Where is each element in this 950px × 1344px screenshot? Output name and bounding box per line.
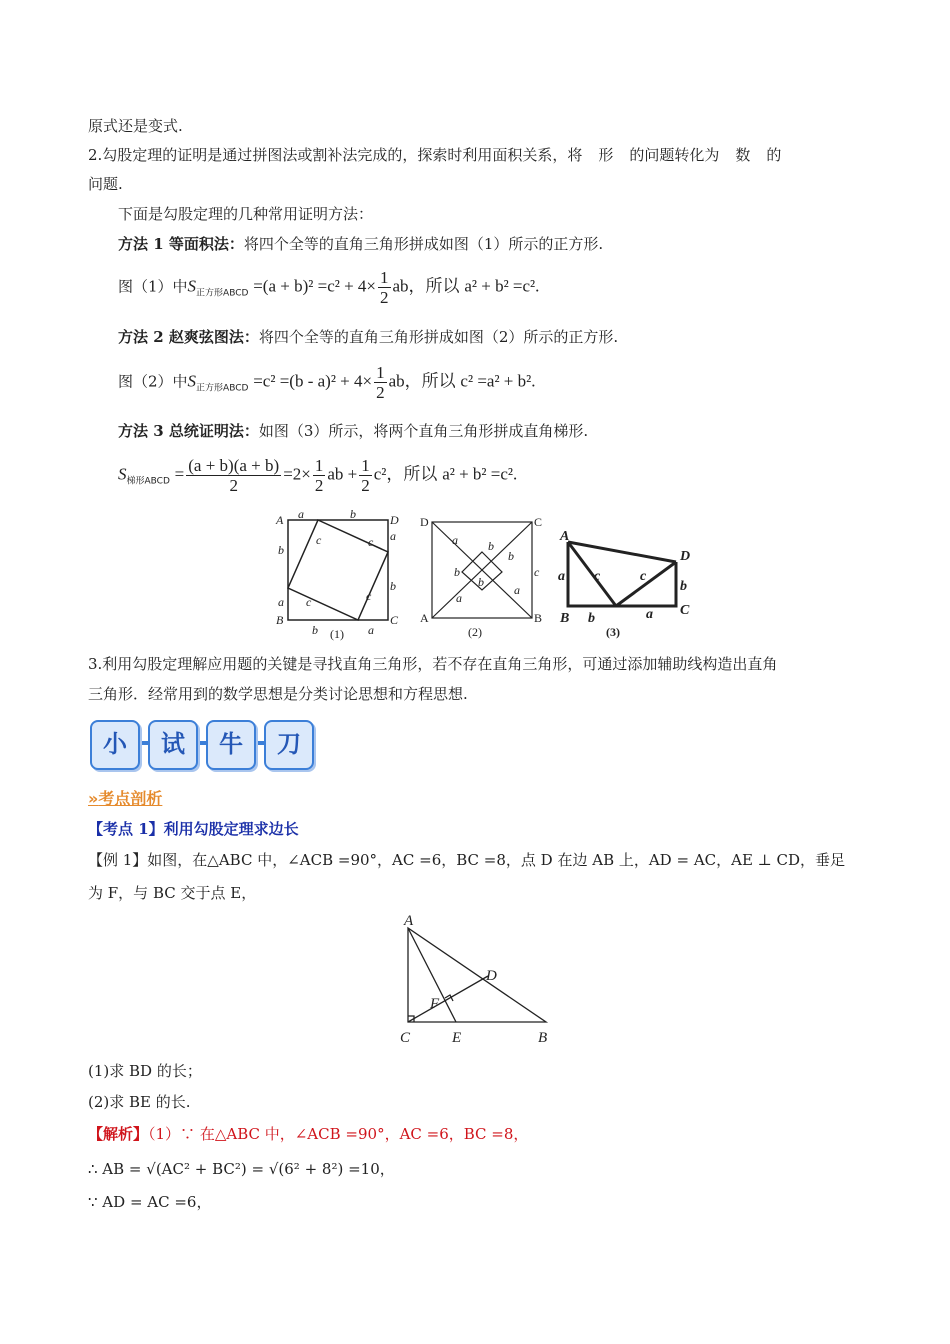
double-chevron-icon: » [88, 789, 99, 808]
fraction: $\frac{1}{2}$ [361, 456, 370, 495]
fig-label: A [560, 529, 570, 544]
math-s: S [187, 371, 197, 391]
fig-label: D [420, 515, 429, 529]
text-line: 原式还是变式. [88, 117, 183, 135]
solution-tag: 【解析】 [88, 1125, 149, 1143]
question-1: (1)求 BD 的长； [88, 1062, 202, 1080]
figure-2 [432, 522, 532, 618]
math-tail: ab，所以 [392, 276, 460, 296]
fig-caption: (2) [468, 625, 482, 639]
fig-label: a [278, 595, 284, 609]
method-3-formula: $S_{梯形ABCD}$ = $\frac{(a + b)(a + b)}{2}$ =2× $\frac{1}{2}$ ab + $\frac{1}{2}$ c²，所以 a² + b² =c². [118, 456, 518, 495]
fig-label: c [366, 589, 372, 603]
section-heading: »考点剖析 [88, 789, 163, 808]
math-tail: c²，所以 [373, 464, 438, 484]
method-text: 将四个全等的直角三角形拼成如图（1）所示的正方形. [243, 235, 604, 253]
subscript: 正方形ABCD [196, 383, 249, 394]
fig-label: E [452, 1030, 462, 1046]
fig-ref: 图（2）中 [118, 372, 188, 391]
method-text: 如图（3）所示，将两个直角三角形拼成直角梯形. [258, 422, 589, 440]
fig-label: A [420, 611, 429, 625]
text-span: 数 [735, 146, 751, 164]
proof-figures [270, 510, 710, 645]
topic-heading: 【考点 1】利用勾股定理求边长 [88, 820, 299, 838]
text-span: 的问题转化为 [629, 146, 720, 164]
solution-line: ∴ AB = √(AC² + BC²) = √(6² + 8²) =10， [88, 1160, 395, 1178]
text-line: 问题. [88, 175, 123, 193]
fig-label: b [508, 549, 514, 563]
fig-label: C [680, 603, 690, 618]
badge-dao: 刀 [264, 720, 314, 770]
fig-label: c [316, 533, 322, 547]
fig-label: b [350, 510, 356, 521]
fig-label: A [276, 513, 284, 527]
method-title: 方法 2 赵爽弦图法： [118, 328, 259, 346]
fig-label: b [488, 539, 494, 553]
math-eq: =(a + b)² =c² + 4× [253, 276, 377, 296]
fraction: $\frac{1}{2}$ [376, 363, 385, 402]
math-plus: ab + [327, 464, 358, 484]
fig-label: C [534, 515, 543, 529]
fig-label: b [454, 565, 460, 579]
method-1-formula [118, 268, 539, 307]
fig-caption: (1) [330, 627, 344, 641]
math-result: c² =a² + b². [460, 371, 536, 391]
fig-label: b [390, 579, 396, 593]
badge-shi: 试 [148, 720, 198, 770]
fraction: $\frac{(a + b)(a + b)}{2}$ [188, 456, 280, 495]
fig-label: A [404, 913, 414, 929]
example-text: 【例 1】如图，在△ABC 中，∠ACB =90°，AC =6，BC =8，点 D 在边 AB 上，AD = AC，AE ⊥ CD，垂足 [88, 851, 846, 869]
fig-label: a [390, 529, 396, 543]
subscript: 梯形ABCD [126, 476, 170, 487]
math-result: a² + b² =c². [442, 464, 518, 484]
method-2 [118, 326, 618, 348]
text-span: 形 [598, 146, 614, 164]
fig-label: B [538, 1030, 548, 1046]
fig-label: b [588, 611, 595, 626]
text-line: 三角形．经常用到的数学思想是分类讨论思想和方程思想. [88, 685, 468, 703]
method-1 [118, 233, 603, 255]
fig-label: c [306, 595, 312, 609]
math-eq: =c² =(b - a)² + 4× [253, 371, 373, 391]
fig-label: c [534, 565, 540, 579]
question-2: (2)求 BE 的长. [88, 1093, 191, 1111]
method-title: 方法 1 等面积法： [118, 235, 244, 253]
fig-label: a [298, 510, 304, 521]
example-text: 为 F，与 BC 交于点 E， [88, 884, 257, 902]
fig-ref: 图（1）中 [118, 277, 188, 296]
text-line: 3.利用勾股定理解应用题的关键是寻找直角三角形，若不存在直角三角形，可通过添加辅助线构造出直角 [88, 655, 778, 673]
math-result: a² + b² =c². [464, 276, 540, 296]
solution-line: ∵ AD = AC =6， [88, 1193, 212, 1211]
subscript: 正方形ABCD [196, 288, 249, 299]
triangle-figure [390, 912, 570, 1052]
fig-label: D [390, 513, 399, 527]
math-eq: =2× [283, 464, 311, 484]
text-span: 的 [766, 146, 782, 164]
fig-label: a [514, 583, 520, 597]
fig-label: B [560, 611, 570, 626]
badge-niu: 牛 [206, 720, 256, 770]
fig-label: a [368, 623, 374, 637]
fig-label: c [594, 569, 601, 584]
solution-line [88, 1123, 528, 1145]
method-title: 方法 3 总统证明法： [118, 422, 259, 440]
solution-text: （1）∵ 在△ABC 中，∠ACB =90°，AC =6，BC =8， [148, 1125, 529, 1143]
text-span: 2.勾股定理的证明是通过拼图法或割补法完成的，探索时利用面积关系，将 [88, 146, 583, 164]
fig-caption: (3) [606, 625, 620, 639]
fig-label: C [400, 1030, 411, 1046]
fig-label: a [558, 569, 565, 584]
fig-label: c [368, 535, 374, 549]
fig-label: B [534, 611, 543, 625]
fig-label: a [456, 591, 462, 605]
fig-label: C [390, 613, 399, 627]
method-2-formula [118, 363, 535, 402]
fig-label: b [478, 575, 484, 589]
fraction: $\frac{1}{2}$ [314, 456, 324, 495]
math-tail: ab，所以 [388, 371, 456, 391]
method-3 [118, 420, 588, 442]
fig-label: b [680, 579, 687, 594]
math-s: S [187, 276, 197, 296]
fig-label: a [452, 533, 458, 547]
fig-label: a [646, 607, 653, 622]
text-line: 下面是勾股定理的几种常用证明方法： [118, 205, 374, 223]
badge-xiao: 小 [90, 720, 140, 770]
method-text: 将四个全等的直角三角形拼成如图（2）所示的正方形. [258, 328, 619, 346]
fig-label: b [278, 543, 284, 557]
fig-label: b [312, 623, 318, 637]
fig-label: F [430, 996, 440, 1012]
fig-label: D [680, 549, 691, 564]
text-line [88, 144, 781, 166]
figure-3 [568, 542, 676, 606]
fig-label: c [640, 569, 647, 584]
math-s: S [118, 464, 127, 484]
fraction: $\frac{1}{2}$ [380, 268, 389, 307]
fig-label: B [276, 613, 284, 627]
fig-label: D [486, 968, 497, 984]
